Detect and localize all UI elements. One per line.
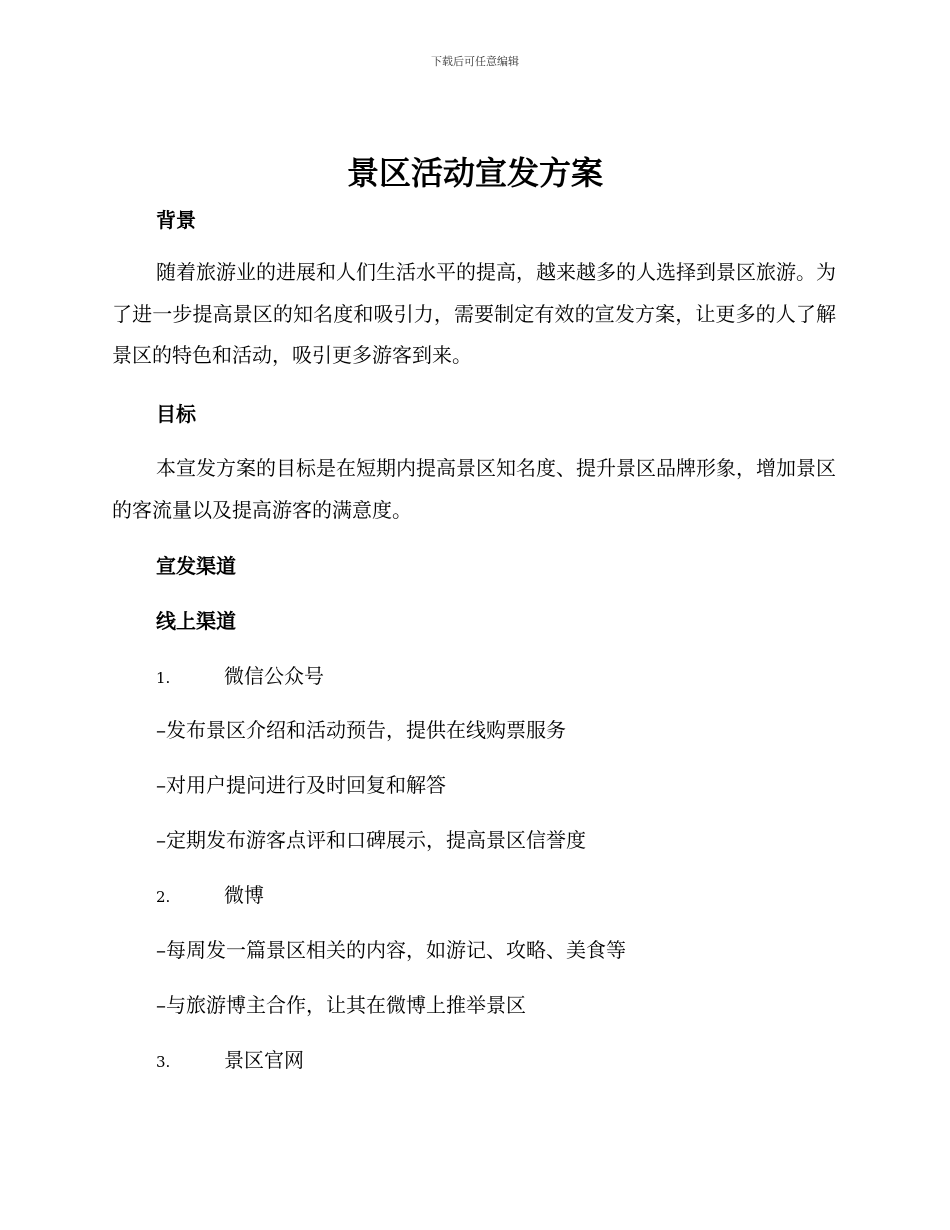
bullet-line: –对用户提问进行及时回复和解答 xyxy=(156,773,446,797)
section-heading-channels: 宣发渠道 xyxy=(156,554,236,578)
section-heading-background: 背景 xyxy=(156,208,196,232)
list-number: 1. xyxy=(156,669,171,687)
section-heading-goal: 目标 xyxy=(156,402,196,426)
list-number: 3. xyxy=(156,1053,171,1071)
header-note: 下载后可任意编辑 xyxy=(431,55,519,68)
document-title: 景区活动宣发方案 xyxy=(346,154,603,192)
list-item-label: 微博 xyxy=(224,883,264,907)
list-number: 2. xyxy=(156,888,171,906)
paragraph-background: 随着旅游业的进展和人们生活水平的提高，越来越多的人选择到景区旅游。为了进一步提高景区的知名度和吸引力，需要制定有效的宣发方案，让更多的人了解景区的特色和活动，吸引更多游客到来。 xyxy=(112,260,836,367)
list-item-weibo xyxy=(156,881,264,909)
subsection-heading-online: 线上渠道 xyxy=(156,609,236,633)
list-item-label: 微信公众号 xyxy=(224,664,324,688)
list-item-official-site xyxy=(156,1046,304,1074)
bullet-line: –与旅游博主合作，让其在微博上推举景区 xyxy=(156,993,526,1017)
list-item-wechat xyxy=(156,662,324,690)
bullet-line: –发布景区介绍和活动预告，提供在线购票服务 xyxy=(156,718,566,742)
bullet-line: –每周发一篇景区相关的内容，如游记、攻略、美食等 xyxy=(156,938,626,962)
paragraph-goal: 本宣发方案的目标是在短期内提高景区知名度、提升景区品牌形象，增加景区的客流量以及提高游客的满意度。 xyxy=(112,456,836,522)
list-item-label: 景区官网 xyxy=(224,1048,304,1072)
bullet-line: –定期发布游客点评和口碑展示，提高景区信誉度 xyxy=(156,828,586,852)
